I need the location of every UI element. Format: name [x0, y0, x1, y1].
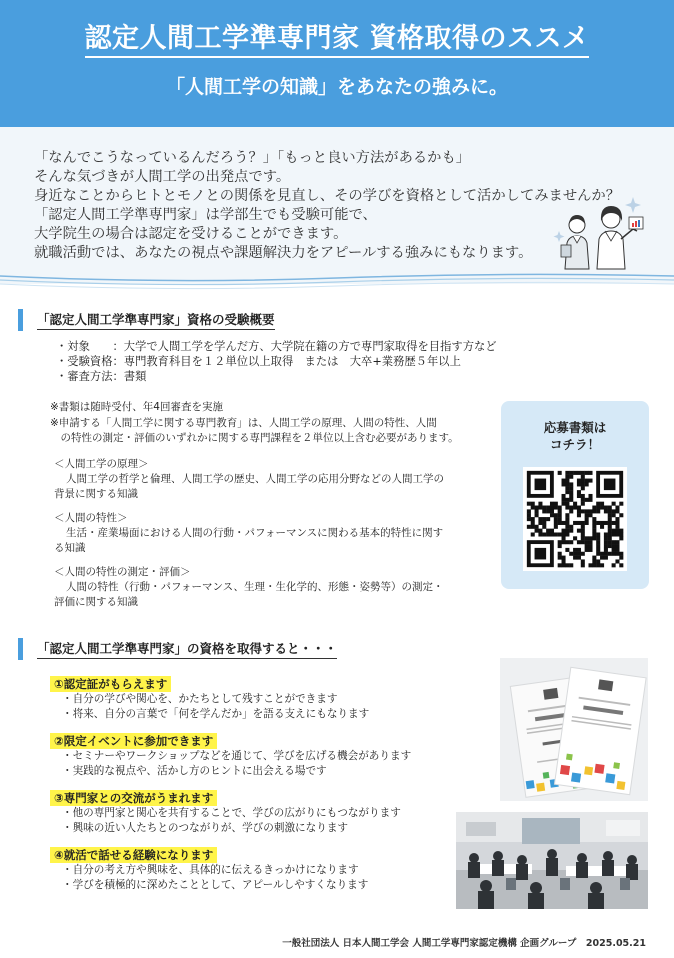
topic-line: 評価に関する知識 — [54, 596, 138, 608]
benefit-line: ・自分の考え方や興味を、具体的に伝えるきっかけになります — [62, 864, 359, 876]
page-subtitle: 「人間工学の知識」をあなたの強みに。 — [165, 76, 508, 98]
benefit-certificate — [50, 673, 450, 722]
topic-title: ＜人間の特性の測定・評価＞ — [54, 566, 191, 578]
benefit-title: ③専門家との交流がうまれます — [50, 790, 217, 806]
benefit-title: ④就活で話せる経験になります — [50, 847, 217, 863]
heading-accent-bar — [18, 638, 23, 660]
page-title-text: 認定人間工学準専門家 資格取得のススメ — [85, 23, 590, 58]
topic-body — [54, 580, 444, 610]
benefit-title: ①認定証がもらえます — [50, 676, 171, 692]
summary-item: ・対象 ：大学で人間工学を学んだ方、大学院在籍の方で専門家取得を目指す方など — [56, 340, 497, 353]
topic-line: 背景に関する知識 — [54, 488, 138, 500]
summary-item: ・審査方法：書類 — [56, 370, 147, 383]
benefit-events — [50, 730, 450, 779]
benefit-title: ②限定イベントに参加できます — [50, 733, 217, 749]
benefit-line: ・将来、自分の言葉で「何を学んだか」を語る支えにもなります — [62, 708, 370, 720]
benefits-heading-text: 「認定人間工学準専門家」の資格を取得すると・・・ — [37, 639, 337, 659]
note-line: の特性の測定・評価のいずれかに関する専門課程を２単位以上含む必要があります。 — [50, 432, 459, 444]
benefits-list — [50, 673, 450, 901]
topic-human-characteristics — [54, 511, 444, 556]
wave-divider — [0, 270, 674, 294]
topic-body — [54, 526, 444, 556]
header-banner — [0, 0, 674, 127]
benefit-line: ・自分の学びや関心を、かたちとして残すことができます — [62, 693, 338, 705]
certificate-photo — [500, 658, 648, 801]
benefit-line: ・興味の近い人たちとのつながりが、学びの刺激になります — [62, 822, 349, 834]
footer-credit: 一般社団法人 日本人間工学会 人間工学専門家認定機構 企画グループ 2025.05.21 — [282, 938, 646, 949]
overview-heading-text: 「認定人間工学準専門家」資格の受験概要 — [37, 310, 275, 330]
application-box — [501, 401, 649, 589]
benefit-line: ・セミナーやワークショップなどを通じて、学びを広げる機会があります — [62, 750, 412, 762]
intro-text — [34, 149, 620, 263]
application-callout-line: 応募書類は — [543, 420, 607, 435]
topic-measurement — [54, 565, 444, 610]
topic-title: ＜人間の特性＞ — [54, 512, 128, 524]
benefit-job-hunting — [50, 844, 450, 893]
benefit-line: ・学びを積極的に深めたこととして、アピールしやすくなります — [62, 879, 369, 891]
exam-notes — [50, 400, 459, 447]
subject-topics — [54, 457, 444, 619]
intro-line: 大学院生の場合は認定を受けることができます。 — [34, 226, 348, 242]
qr-code[interactable] — [523, 467, 627, 571]
application-callout — [501, 419, 649, 453]
intro-line: 就職活動では、あなたの視点や課題解決力をアピールする強みにもなります。 — [34, 245, 533, 261]
benefit-networking — [50, 787, 450, 836]
topic-line: る知識 — [54, 542, 86, 554]
overview-heading — [18, 309, 275, 331]
intro-line: 身近なことからヒトとモノとの関係を見直し、その学びを資格として活かしてみませんか？ — [34, 188, 621, 204]
page-title — [0, 16, 674, 55]
topic-line: 生活・産業場面における人間の行動・パフォーマンスに関わる基本的特性に関す — [66, 527, 444, 539]
heading-accent-bar — [18, 309, 23, 331]
topic-line: 人間工学の哲学と倫理、人間工学の歴史、人間工学の応用分野などの人間工学の — [66, 473, 444, 485]
topic-principles — [54, 457, 444, 502]
note-line: ※書類は随時受付、年4回審査を実施 — [50, 401, 223, 413]
intro-line: 「なんでこうなっているんだろう？」「もっと良い方法があるかも」 — [34, 150, 471, 166]
intro-line: そんな気づきが人間工学の出発点です。 — [34, 169, 291, 185]
topic-line: 人間の特性（行動・パフォーマンス、生理・生化学的、形態・姿勢等）の測定・ — [66, 581, 444, 593]
benefit-line: ・実践的な視点や、活かし方のヒントに出会える場です — [62, 765, 327, 777]
benefits-heading — [18, 638, 337, 660]
note-line: ※申請する「人間工学に関する専門教育」は、人間工学の原理、人間の特性、人間 — [50, 416, 437, 429]
intro-line: 「認定人間工学準専門家」は学部生でも受験可能で、 — [34, 207, 377, 223]
workshop-photo — [456, 812, 648, 909]
topic-title: ＜人間工学の原理＞ — [54, 458, 149, 470]
business-people-illustration — [553, 193, 648, 271]
benefit-line: ・他の専門家と関心を共有することで、学びの広がりにもつながります — [62, 807, 401, 819]
summary-item: ・受験資格：専門教育科目を１２単位以上取得 または 大卒+業務歴５年以上 — [56, 355, 461, 368]
application-callout-line: コチラ！ — [549, 437, 600, 452]
exam-summary-list — [56, 339, 497, 384]
topic-body — [54, 472, 444, 502]
